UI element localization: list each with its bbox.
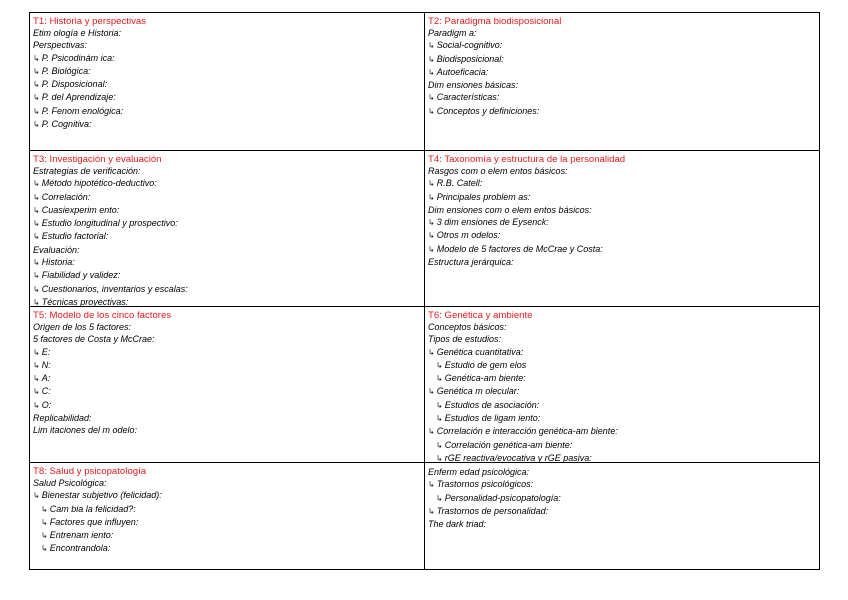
outline-item-text: P. Biológica: (41, 65, 91, 76)
topic-title: T1: Historia y perspectivas (33, 16, 147, 27)
outline-item-text: 5 factores de Costa y McCrae: (33, 334, 155, 345)
sub-item-arrow-icon: ↳ (33, 271, 40, 281)
sub-item-arrow-icon: ↳ (33, 93, 40, 103)
outline-item (428, 91, 816, 104)
outline-item-text: N: (41, 359, 51, 370)
topic-title: T6: Genética y ambiente (428, 310, 533, 321)
outline-item-text: A: (41, 373, 51, 384)
outline-item (428, 346, 816, 359)
outline-item (428, 412, 816, 425)
outline-item-text: Dim ensiones básicas: (428, 80, 519, 91)
sub-item-arrow-icon: ↳ (33, 53, 40, 63)
outline-item-text: P. del Aprendizaje: (41, 92, 116, 103)
outline-item (33, 78, 421, 91)
sub-item-arrow-icon: ↳ (33, 374, 40, 384)
outline-item (33, 399, 421, 412)
outline-item (428, 177, 816, 190)
outline-item (33, 230, 421, 243)
outline-item-text: Características: (436, 92, 500, 103)
sub-item-arrow-icon: ↳ (33, 80, 40, 90)
sub-item-arrow-icon: ↳ (33, 491, 40, 501)
outline-item (33, 321, 421, 333)
topic-cell-t3 (29, 150, 425, 307)
outline-item-text: Social-cognitivo: (436, 40, 503, 51)
sub-item-arrow-icon: ↳ (41, 544, 48, 554)
outline-item-text: Estudio factorial: (41, 231, 109, 242)
outline-item (428, 518, 816, 530)
outline-item-text: P. Cognitiva: (41, 119, 92, 130)
sub-item-arrow-icon: ↳ (428, 387, 435, 397)
topic-lines (428, 27, 816, 118)
sub-item-arrow-icon: ↳ (428, 506, 435, 516)
outline-item (428, 27, 816, 39)
outline-item (33, 516, 421, 529)
sub-item-arrow-icon: ↳ (33, 258, 40, 268)
sub-item-arrow-icon: ↳ (41, 531, 48, 541)
outline-item-text: P. Disposicional: (41, 79, 108, 90)
outline-item (428, 385, 816, 398)
topic-lines (428, 466, 816, 530)
outline-item-text: C: (41, 386, 51, 397)
outline-item-text: Entrenam iento: (49, 530, 114, 541)
sub-item-arrow-icon: ↳ (33, 66, 40, 76)
outline-item-text: Origen de los 5 factores: (33, 322, 132, 332)
outline-item-text: Modelo de 5 factores de McCrae y Costa: (436, 243, 603, 254)
outline-item (33, 283, 421, 296)
sub-item-arrow-icon: ↳ (33, 232, 40, 242)
topic-cell-t6 (424, 306, 820, 463)
outline-item (428, 333, 816, 345)
outline-item (33, 489, 421, 502)
outline-item (33, 412, 421, 424)
outline-item-text: Correlación genética-am biente: (444, 439, 573, 450)
outline-item-text: Paradigm a: (428, 28, 477, 38)
sub-item-arrow-icon: ↳ (33, 360, 40, 370)
sub-item-arrow-icon: ↳ (428, 347, 435, 357)
topic-lines (33, 27, 421, 131)
topic-lines (428, 165, 816, 268)
outline-item-text: Correlación: (41, 191, 91, 202)
outline-item-text: Estudio longitudinal y prospectivo: (41, 218, 178, 229)
outline-item (428, 216, 816, 229)
outline-item (428, 243, 816, 256)
outline-item-text: Principales problem as: (436, 191, 531, 202)
sub-item-arrow-icon: ↳ (436, 414, 443, 424)
sub-item-arrow-icon: ↳ (33, 219, 40, 229)
outline-item (33, 165, 421, 177)
outline-item (428, 478, 816, 491)
sub-item-arrow-icon: ↳ (428, 218, 435, 228)
topic-cell-t1 (29, 12, 425, 151)
topic-title: T8: Salud y psicopatología (33, 466, 147, 477)
sub-item-arrow-icon: ↳ (41, 504, 48, 514)
outline-item (428, 505, 816, 518)
sub-item-arrow-icon: ↳ (436, 493, 443, 503)
sub-item-arrow-icon: ↳ (436, 440, 443, 450)
sub-item-arrow-icon: ↳ (33, 387, 40, 397)
outline-item-text: Genética cuantitativa: (436, 346, 524, 357)
outline-item (33, 385, 421, 398)
sub-item-arrow-icon: ↳ (428, 231, 435, 241)
outline-item (428, 204, 816, 216)
topic-lines (33, 165, 421, 307)
outline-item-text: Genética-am biente: (444, 373, 526, 384)
outline-item-text: Otros m odelos: (436, 230, 501, 241)
topic-title: T4: Taxonomía y estructura de la personalidad (428, 154, 626, 165)
outline-item-text: Estudio de gem elos (444, 359, 527, 370)
outline-item (33, 269, 421, 282)
outline-item-text: Conceptos básicos: (428, 322, 507, 332)
outline-item (33, 346, 421, 359)
outline-item-text: Rasgos com o elem entos básicos: (428, 166, 568, 176)
outline-item (428, 165, 816, 177)
sub-item-arrow-icon: ↳ (436, 360, 443, 370)
topic-title: T5: Modelo de los cinco factores (33, 310, 172, 321)
outline-item (33, 177, 421, 190)
outline-item-text: Cuasiexperim ento: (41, 204, 120, 215)
outline-item-text: Evaluación: (33, 244, 80, 255)
sub-item-arrow-icon: ↳ (33, 192, 40, 202)
outline-item (428, 105, 816, 118)
outline-item (428, 399, 816, 412)
sub-item-arrow-icon: ↳ (33, 106, 40, 116)
outline-item-text: Etim ología e Historia: (33, 28, 122, 38)
outline-item-text: R.B. Catell: (436, 178, 483, 189)
outline-item (33, 217, 421, 230)
outline-item (33, 118, 421, 131)
sub-item-arrow-icon: ↳ (33, 205, 40, 215)
outline-item (428, 53, 816, 66)
topics-grid (29, 12, 819, 569)
outline-item (428, 425, 816, 438)
outline-item-text: Técnicas proyectivas: (41, 296, 129, 307)
outline-item (428, 372, 816, 385)
sub-item-arrow-icon: ↳ (436, 374, 443, 384)
topic-cell-t4 (424, 150, 820, 307)
outline-item-text: Cam bia la felicidad?: (49, 503, 136, 514)
outline-item-text: Factores que influyen: (49, 516, 139, 527)
outline-item (33, 359, 421, 372)
sub-item-arrow-icon: ↳ (428, 480, 435, 490)
outline-item-text: Perspectivas: (33, 40, 88, 51)
sub-item-arrow-icon: ↳ (428, 41, 435, 51)
outline-item-text: P. Fenom enológica: (41, 105, 124, 116)
outline-item (428, 229, 816, 242)
outline-item-text: Tipos de estudios: (428, 334, 501, 345)
topic-cell-t2 (424, 12, 820, 151)
outline-item-text: 3 dim ensiones de Eysenck: (436, 217, 549, 228)
sub-item-arrow-icon: ↳ (428, 427, 435, 437)
outline-item-text: Lim itaciones del m odelo: (33, 425, 138, 436)
outline-item (33, 204, 421, 217)
sub-item-arrow-icon: ↳ (428, 106, 435, 116)
outline-item-text: Dim ensiones com o elem entos básicos: (428, 204, 592, 215)
sub-item-arrow-icon: ↳ (33, 120, 40, 130)
outline-item-text: Enferm edad psicológica: (428, 467, 530, 477)
outline-item-text: Fiabilidad y validez: (41, 270, 121, 281)
sub-item-arrow-icon: ↳ (33, 347, 40, 357)
outline-item-text: Estudios de ligam iento: (444, 413, 541, 424)
outline-item (33, 372, 421, 385)
outline-item-text: Historia: (41, 257, 75, 268)
outline-item-text: Método hipotético-deductivo: (41, 178, 157, 189)
outline-item (33, 91, 421, 104)
outline-item-text: Biodisposicional: (436, 53, 504, 64)
topic-cell-t8-continued (424, 462, 820, 570)
topic-title: T3: Investigación y evaluación (33, 154, 162, 165)
outline-item (428, 79, 816, 91)
outline-item (428, 66, 816, 79)
outline-item-text: O: (41, 399, 52, 410)
outline-item-text: Correlación e interacción genética-am biente: (436, 426, 618, 437)
topic-title: T2: Paradigma biodisposicional (428, 16, 562, 27)
sub-item-arrow-icon: ↳ (428, 93, 435, 103)
sub-item-arrow-icon: ↳ (428, 54, 435, 64)
sub-item-arrow-icon: ↳ (33, 284, 40, 294)
outline-item (33, 424, 421, 436)
outline-item (33, 529, 421, 542)
outline-item (428, 466, 816, 478)
outline-item-text: Trastornos psicológicos: (436, 479, 534, 490)
outline-item-text: Autoeficacia: (436, 66, 489, 77)
outline-item-text: Salud Psicológica: (33, 478, 107, 488)
outline-item (428, 39, 816, 52)
outline-item (33, 27, 421, 39)
topic-cell-t8 (29, 462, 425, 570)
sub-item-arrow-icon: ↳ (428, 192, 435, 202)
outline-item-text: E: (41, 346, 51, 357)
outline-item (428, 191, 816, 204)
outline-item (428, 492, 816, 505)
sub-item-arrow-icon: ↳ (436, 400, 443, 410)
outline-item (33, 542, 421, 555)
outline-item-text: Personalidad-psicopatología: (444, 492, 561, 503)
outline-item-text: rGE reactiva/evocativa y rGE pasiva: (444, 452, 592, 463)
topic-lines (428, 321, 816, 463)
outline-item (33, 256, 421, 269)
topic-cell-t5 (29, 306, 425, 463)
outline-item (33, 333, 421, 345)
sub-item-arrow-icon: ↳ (33, 297, 40, 307)
outline-item (428, 439, 816, 452)
sub-item-arrow-icon: ↳ (436, 453, 443, 463)
outline-item-text: Trastornos de personalidad: (436, 505, 549, 516)
outline-item-text: The dark triad: (428, 519, 487, 530)
outline-item-text: Conceptos y definiciones: (436, 105, 540, 116)
sub-item-arrow-icon: ↳ (41, 517, 48, 527)
topic-lines (33, 477, 421, 556)
outline-item-text: Replicabilidad: (33, 413, 92, 424)
sub-item-arrow-icon: ↳ (428, 179, 435, 189)
sub-item-arrow-icon: ↳ (33, 179, 40, 189)
outline-item (33, 477, 421, 489)
outline-item-text: Estudios de asociación: (444, 399, 540, 410)
outline-item-text: Cuestionarios, inventarios y escalas: (41, 283, 188, 294)
outline-item-text: Bienestar subjetivo (felicidad): (41, 490, 162, 501)
topic-lines (33, 321, 421, 437)
outline-item (428, 321, 816, 333)
outline-item (33, 191, 421, 204)
outline-item-text: Encontrandola: (49, 543, 111, 554)
outline-item (33, 39, 421, 51)
outline-item (33, 105, 421, 118)
outline-item (428, 359, 816, 372)
outline-item (33, 503, 421, 516)
outline-item (33, 65, 421, 78)
sub-item-arrow-icon: ↳ (428, 67, 435, 77)
outline-item (33, 244, 421, 256)
outline-item-text: Estructura jerárquica: (428, 257, 514, 268)
outline-item (428, 256, 816, 268)
outline-item (33, 52, 421, 65)
outline-item-text: P. Psicodinám ica: (41, 52, 115, 63)
outline-item-text: Genética m olecular: (436, 386, 520, 397)
sub-item-arrow-icon: ↳ (33, 400, 40, 410)
outline-item-text: Estrategias de verificación: (33, 166, 141, 176)
sub-item-arrow-icon: ↳ (428, 244, 435, 254)
